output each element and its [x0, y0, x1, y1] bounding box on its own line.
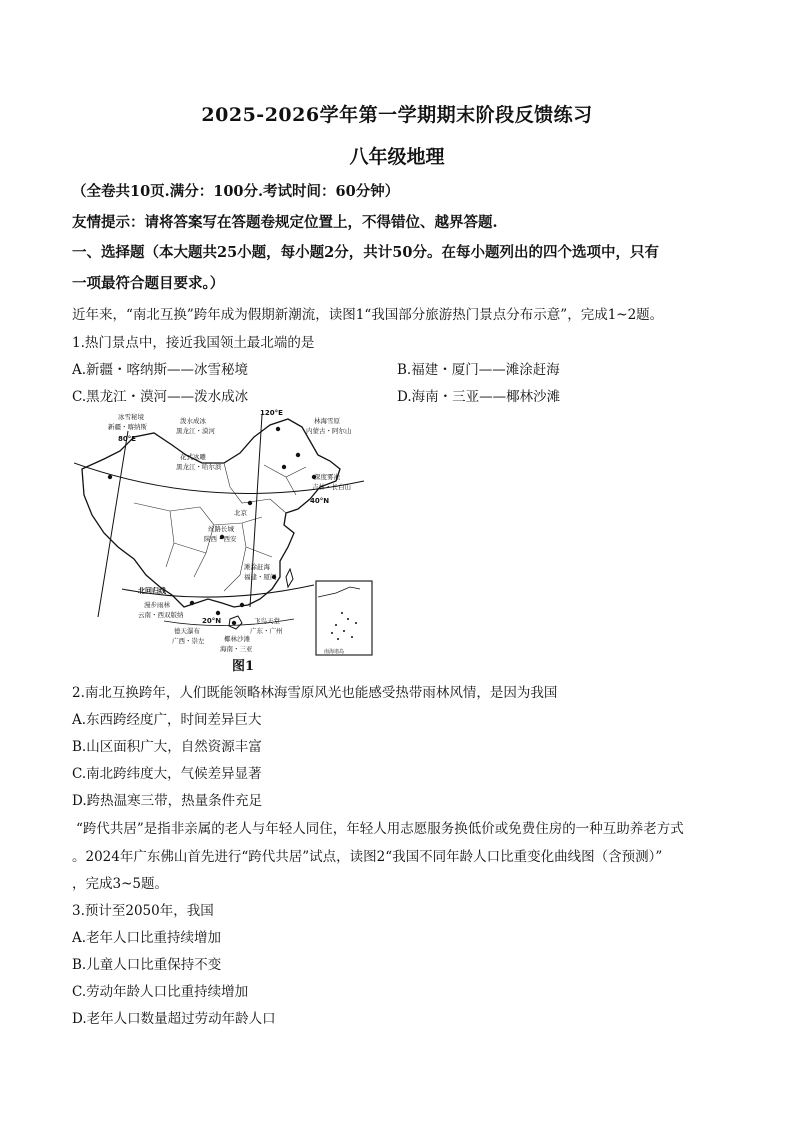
question-3-option-a: A.老年人口比重持续增加 [72, 930, 222, 946]
exam-meta: （全卷共10页.满分：100分.考试时间：60分钟） [72, 183, 400, 200]
intro-text-2-line1: “跨代共居”是指非亲属的老人与年轻人同住，年轻人用志愿服务换低价或免费住房的一种互助养老方式 [76, 821, 684, 837]
question-2-option-c: C.南北跨纬度大，气候差异显著 [72, 766, 262, 782]
map-label-19: 德天瀑布 [174, 627, 200, 635]
map-label-18: 广东・广州 [250, 627, 283, 635]
map-label-0: 冰雪秘境 [118, 413, 144, 421]
map-label-12: 陕西・西安 [204, 535, 237, 543]
question-2-stem: 2.南北互换跨年，人们既能领略林海雪原风光也能感受热带雨林风情，是因为我国 [72, 685, 558, 701]
map-label-6: 花式冰雕 [180, 453, 206, 461]
question-2-option-b: B.山区面积广大，自然资源丰富 [72, 739, 262, 755]
china-outline [82, 419, 340, 607]
map-label-15: 漫步雨林 [144, 601, 170, 609]
friendly-tip: 友情提示：请将答案写在答题卷规定位置上，不得错位、越界答题. [72, 214, 498, 231]
question-3-option-b: B.儿童人口比重保持不变 [72, 957, 222, 973]
question-2-option-d: D.跨热温寒三带，热量条件充足 [72, 793, 263, 809]
question-1-option-d: D.海南・三亚——椰林沙滩 [397, 389, 561, 405]
tourism-map-figure [74, 407, 376, 675]
question-1-option-c: C.黑龙江・漠河——泼水成冰 [72, 389, 249, 405]
tropic-label: 北回归线 [138, 587, 166, 595]
intro-text-1: 近年来，“南北互换”跨年成为假期新潮流，读图1“我国部分旅游热门景点分布示意”，完成1~2题。 [72, 307, 664, 323]
lon-80-label: 80°E [118, 435, 137, 443]
map-label-14: 福建・厦门 [244, 573, 277, 581]
taiwan-island [286, 569, 293, 587]
question-2-option-a: A.东西跨经度广，时间差异巨大 [72, 712, 262, 728]
map-label-20: 广西・崇左 [172, 637, 205, 645]
map-label-1: 新疆・喀纳斯 [108, 423, 147, 431]
map-label-3: 黑龙江・漠河 [176, 427, 215, 435]
section-heading-line1: 一、选择题（本大题共25小题，每小题2分，共计50分。在每小题列出的四个选项中，只有 [72, 244, 659, 261]
map-label-9: 吉林・长白山 [312, 483, 351, 491]
exam-subtitle: 八年级地理 [349, 146, 445, 168]
figure-caption: 图1 [232, 659, 255, 674]
map-label-8: 深度雾凇 [314, 473, 340, 481]
map-label-10: 北京 [234, 509, 247, 517]
map-label-17: 飞鸟天堂 [254, 617, 280, 625]
map-label-13: 滩涂赶海 [244, 563, 270, 571]
map-label-16: 云南・西双版纳 [138, 611, 184, 619]
map-label-2: 泼水成冰 [180, 417, 206, 425]
south-sea-inset [316, 581, 372, 655]
intro-text-2-line2: 。2024年广东佛山首先进行“跨代共居”试点，读图2“我国不同年龄人口比重变化曲线图（含预测）” [72, 849, 663, 865]
map-label-21: 椰林沙滩 [224, 635, 250, 643]
question-1-option-b: B.福建・厦门——滩涂赶海 [397, 362, 560, 378]
lat-20-label: 20°N [202, 617, 222, 625]
map-label-23: 南海诸岛 [324, 649, 345, 655]
exam-title: 2025-2026学年第一学期期末阶段反馈练习 [201, 104, 593, 126]
map-label-4: 林海雪原 [314, 417, 340, 425]
map-label-22: 海南・三亚 [220, 645, 253, 653]
china-map [74, 407, 376, 675]
lat-40-label: 40°N [310, 497, 330, 505]
map-label-7: 黑龙江・哈尔滨 [176, 463, 222, 471]
question-1-option-a: A.新疆・喀纳斯——冰雪秘境 [72, 362, 249, 378]
lon-120-label: 120°E [260, 409, 283, 417]
question-3-option-c: C.劳动年龄人口比重持续增加 [72, 984, 249, 1000]
intro-text-2-line3: ，完成3~5题。 [72, 876, 168, 892]
question-3-stem: 3.预计至2050年，我国 [72, 903, 214, 919]
question-1-stem: 1.热门景点中，接近我国领土最北端的是 [72, 335, 315, 351]
map-label-11: 丝路长城 [208, 525, 234, 533]
question-3-option-d: D.老年人口数量超过劳动年龄人口 [72, 1011, 276, 1027]
section-heading-line2: 一项最符合题目要求。） [72, 275, 225, 292]
map-label-5: 内蒙古・阿尔山 [306, 427, 352, 435]
